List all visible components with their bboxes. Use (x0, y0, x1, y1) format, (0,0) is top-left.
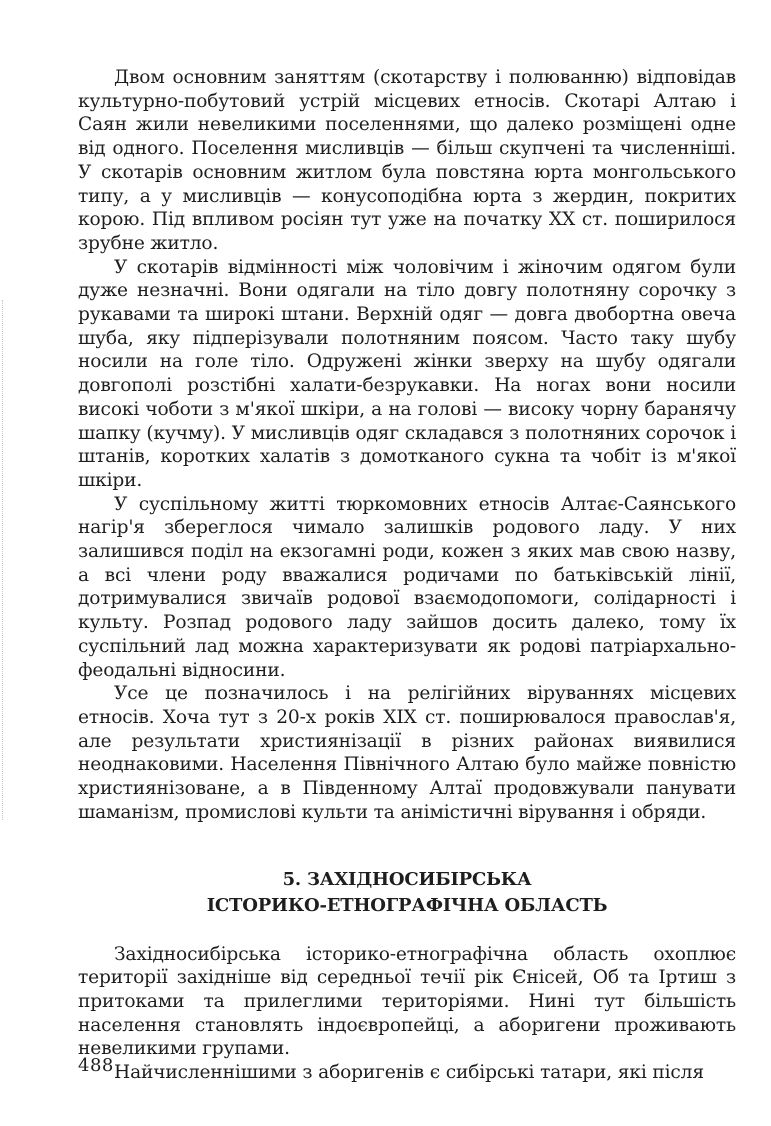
paragraph-occupations: Двом основним заняттям (скотарству і полюванню) відповідав культурно-побутовий устрій місцевих етносів. Скотарі Алтаю і Саян жили невеликими поселеннями, що далеко розміщені одне від одного. Поселення мисливців — більш скупчені та численніші. У скотарів основним житлом була повстяна юрта монгольського типу, а у мисливців — конусоподібна юрта з жердин, покритих корою. Під впливом росіян тут уже на початку XX ст. поширилося зрубне житло. (78, 67, 736, 254)
section-heading-line2: ІСТОРИКО-ЕТНОГРАФІЧНА ОБЛАСТЬ (206, 894, 608, 916)
paragraph-siberian-tatars: Найчисленнішими з аборигенів є сибірські татари, які після (114, 1062, 704, 1084)
paragraph-social-life: У суспільному житті тюркомовних етносів Алтає-Саянського нагір'я збереглося чимало залишків родового ладу. У них залишився поділ на екзогамні роди, кожен з яких мав свою назву, а всі члени роду вважалися родичами по батьківській лінії, дотримувалися звичаїв родової взаємодопомоги, солідарності і культу. Розпад родового ладу зайшов досить далеко, тому їх суспільний лад можна характеризувати як родові патріархально-феодальні відносини. (78, 493, 736, 681)
paragraph-clothing: У скотарів відмінності між чоловічим і жіночим одягом були дуже незначні. Вони одягали на тіло довгу полотняну сорочку з рукавами та широкі штани. Верхній одяг — довга двобортна овеча шуба, яку підперізували полотняним поясом. Часто таку шубу носили на голе тіло. Одружені жінки зверху на шубу одягали довгополі розстібні халати-безрукавки. На ногах вони носили високі чоботи з м'якої шкіри, а на голові — високу чорну баранячу шапку (кучму). У мисливців одяг складався з полотняних сорочок і штанів, коротких халатів з домотканого сукна та чобіт із м'якої шкіри. (78, 256, 736, 491)
margin-scan-artifact (2, 300, 7, 820)
paragraph-west-siberian-region: Західносибірська історико-етнографічна область охоплює території західніше від середньої течії рік Єнісей, Об та Іртиш з притоками та прилеглими територіями. Нині тут більшість населення становлять індоєвропейці, а аборигени проживають невеликими групами. (78, 943, 736, 1060)
section-heading (78, 867, 736, 919)
paragraph-religion: Усе це позначилось і на релігійних віруваннях місцевих етносів. Хоча тут з 20-х років XIX ст. поширювалося православ'я, але результати християнізації в різних районах виявилися неоднаковими. Населення Північного Алтаю було майже повністю християнізоване, а в Південному Алтаї продовжували панувати шаманізм, промислові культи та анімістичні вірування і обряди. (78, 683, 736, 823)
page-number: 488 (78, 1055, 114, 1076)
section-heading-line1: 5. ЗАХІДНОСИБІРСЬКА (282, 868, 532, 890)
page-body (78, 66, 736, 1085)
